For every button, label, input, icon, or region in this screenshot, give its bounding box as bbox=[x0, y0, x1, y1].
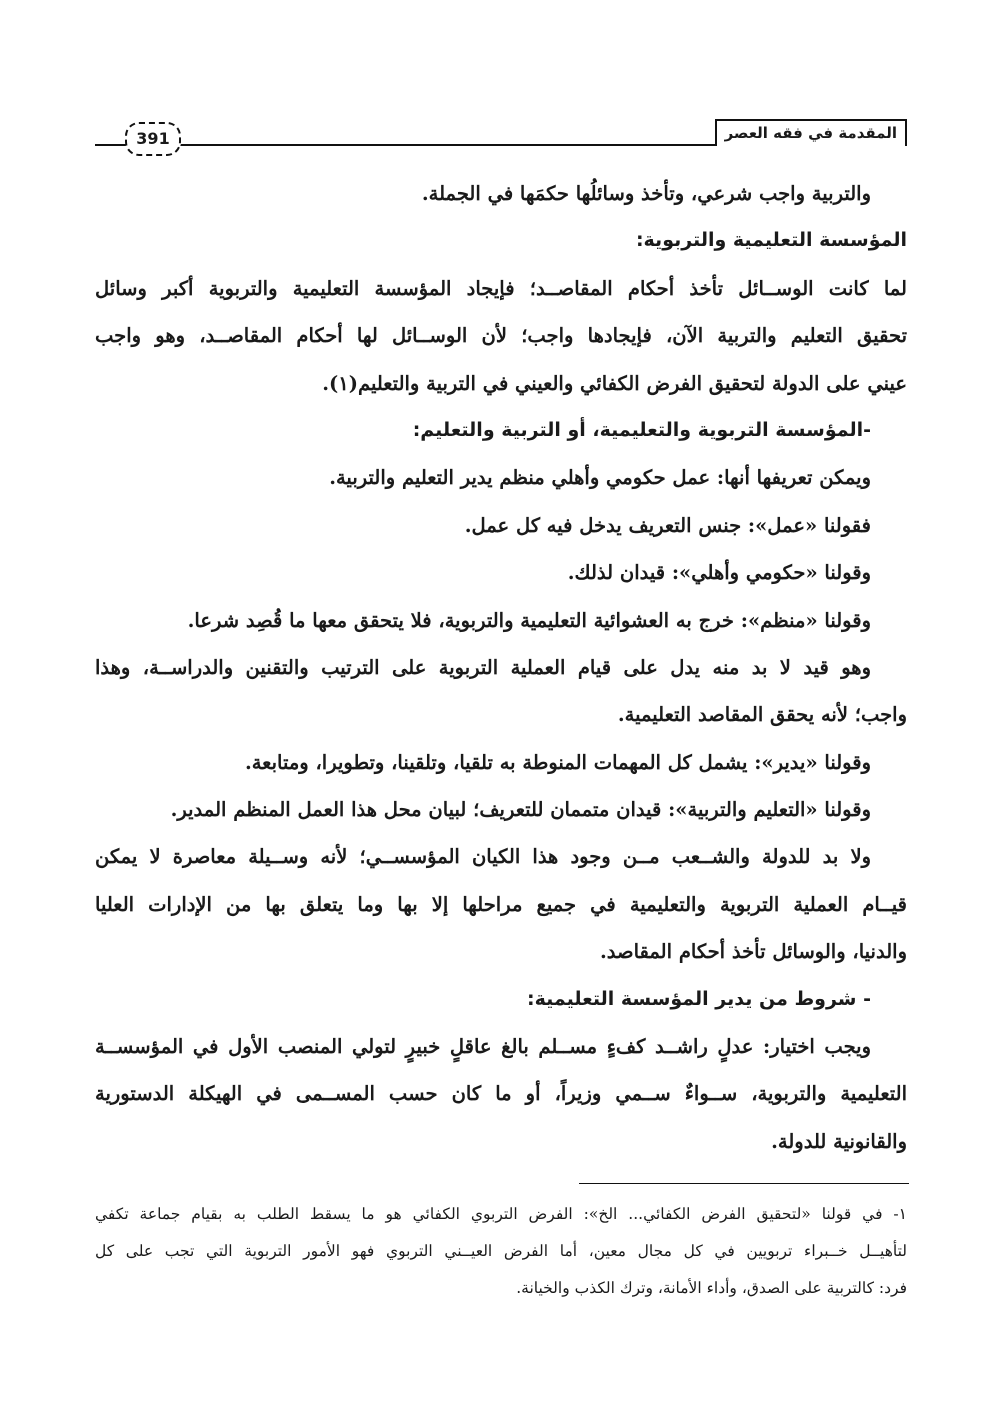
footnote-line: فرد: كالتربية على الصدق، وأداء الأمانة، وترك الكذب والخيانة. bbox=[516, 1279, 907, 1297]
text-line: عيني على الدولة لتحقيق الفرض الكفائي والعيني في التربية والتعليم(١). bbox=[322, 371, 907, 395]
text-line: قيــام العملية التربوية والتعليمية في جميع مراحلها إلا بها وما يتعلق بها من الإدارات العليا bbox=[95, 892, 907, 916]
text-line: فقولنا «عمل»: جنس التعريف يدخل فيه كل عمل. bbox=[464, 513, 871, 537]
footnote-line: ١- في قولنا «لتحقيق الفرض الكفائي... الخ»: الفرض التربوي الكفائي هو ما يسقط الطلب به بقيام جماعة تكفي bbox=[95, 1205, 907, 1223]
text-line: وهو قيد لا بد منه يدل على قيام العملية التربوية على الترتيب والتقنين والدراســة، وهذا bbox=[95, 655, 871, 679]
text-line: وقولنا «حكومي وأهلي»: قيدان لذلك. bbox=[567, 561, 871, 585]
section-heading: المؤسسة التعليمية والتربوية: bbox=[635, 229, 907, 252]
text-line: ويمكن تعريفها أنها: عمل حكومي وأهلي منظم يدير التعليم والتربية. bbox=[329, 466, 871, 490]
text-line: واجب؛ لأنه يحقق المقاصد التعليمية. bbox=[617, 703, 907, 727]
text-line: وقولنا «منظم»: خرج به العشوائية التعليمية والتربوية، فلا يتحقق معها ما قُصِد شرعا. bbox=[187, 608, 871, 632]
book-title: المقدمة في فقه العصر bbox=[715, 119, 907, 146]
page-number: 391 bbox=[125, 122, 181, 156]
text-line: والقانونية للدولة. bbox=[771, 1129, 907, 1153]
text-line: ويجب اختيار: عدلٍ راشــد كفءٍ مســلم بالغ عاقلٍ خبيرٍ لتولي المنصب الأول في المؤسســة bbox=[95, 1035, 871, 1059]
text-line: ولا بد للدولة والشــعب مــن وجود هذا الكيان المؤسســي؛ لأنه وســيلة معاصرة لا يمكن bbox=[95, 845, 872, 869]
text-line: وقولنا «التعليم والتربية»: قيدان متممان للتعريف؛ لبيان محل هذا العمل المنظم المدير. bbox=[170, 798, 871, 822]
text-line: والتربية واجب شرعي، وتأخذ وسائلُها حكمَها في الجملة. bbox=[421, 182, 871, 205]
text-line: التعليمية والتربوية، ســواءٌ ســمي وزيراً، أو ما كان حسب المســمى في الهيكلة الدستورية bbox=[95, 1082, 907, 1106]
section-heading: - شروط من يدير المؤسسة التعليمية: bbox=[526, 987, 871, 1010]
text-line: لما كانت الوســائل تأخذ أحكام المقاصــد؛ فإيجاد المؤسسة التعليمية والتربوية أكبر وسائل bbox=[95, 276, 907, 300]
footnotes bbox=[95, 1196, 907, 1307]
text-line: تحقيق التعليم والتربية الآن، فإيجادها واجب؛ لأن الوســائل لها أحكام المقاصــد، وهو واجب bbox=[95, 324, 907, 348]
footnote-line: لتأهيــل خــبراء تربويين في كل مجال معين، أما الفرض العيــني التربوي فهو الأمور التربوية التي تجب على كل bbox=[95, 1242, 907, 1260]
section-heading: -المؤسسة التربوية والتعليمية، أو التربية والتعليم: bbox=[412, 418, 871, 441]
text-line: وقولنا «يدير»: يشمل كل المهمات المنوطة به تلقيا، وتلقينا، وتطويرا، ومتابعة. bbox=[244, 750, 871, 774]
footnote-separator bbox=[579, 1183, 909, 1184]
text-line: والدنيا، والوسائل تأخذ أحكام المقاصد. bbox=[600, 940, 907, 964]
running-header bbox=[95, 117, 907, 157]
main-text bbox=[95, 170, 907, 1165]
